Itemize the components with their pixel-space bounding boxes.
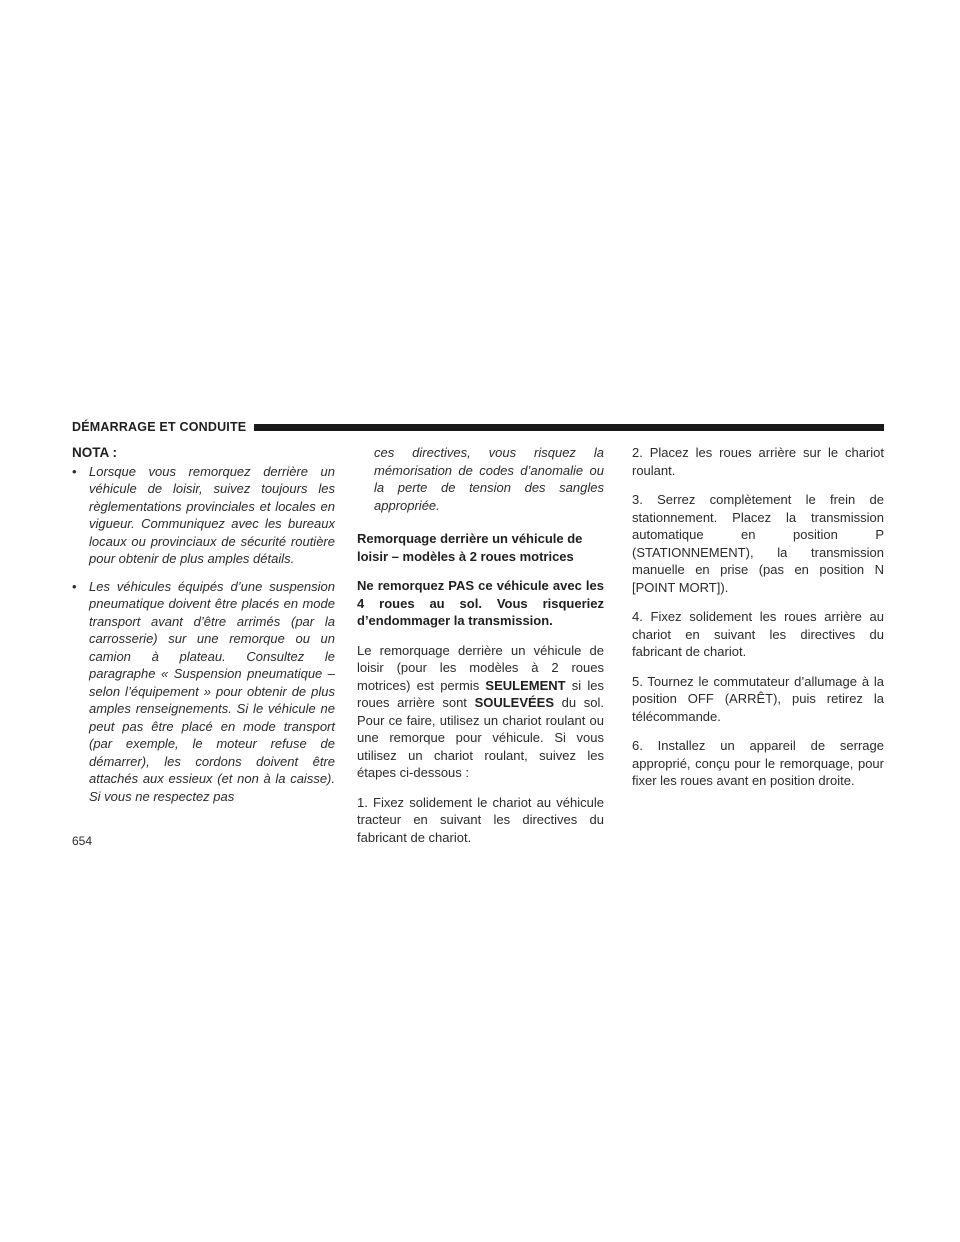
page-number: 654 bbox=[72, 834, 93, 848]
nota-continuation: ces directives, vous risquez la mémorisation de codes d’anomalie ou la perte de tension des sangles appropriée. bbox=[374, 445, 604, 513]
body-paragraph bbox=[357, 642, 604, 782]
text-run: du sol. Pour ce faire, utilisez un chariot roulant ou une remorque pour véhicule. Si vous utilisez un chariot roulant, suivez les étapes ci-dessous : bbox=[357, 695, 604, 780]
step-6: 6. Installez un appareil de serrage approprié, conçu pour le remorquage, pour fixer les roues avant en position droite. bbox=[632, 738, 884, 788]
step-3: 3. Serrez complètement le frein de stationnement. Placez la transmission automatique en position P (STATIONNEMENT), la transmission manuelle en prise (pas en position N [POINT MORT]). bbox=[632, 492, 884, 595]
section-header bbox=[72, 420, 884, 434]
nota-bullet-text: Lorsque vous remorquez derrière un véhicule de loisir, suivez toujours les règlementations provinciales et locales en vigueur. Communiquez avec les bureaux locaux ou provinciaux de sécurité routière pour obtenir de plus amples détails. bbox=[89, 463, 335, 566]
nota-title: NOTA : bbox=[72, 445, 117, 460]
emphasis-seulement: SEULEMENT bbox=[485, 677, 566, 693]
column-right bbox=[632, 444, 884, 802]
step-4: 4. Fixez solidement les roues arrière au chariot en suivant les directives du fabricant de chariot. bbox=[632, 609, 884, 659]
list-item bbox=[72, 463, 335, 568]
header-rule bbox=[254, 424, 884, 431]
text-run: Le remorquage derrière un véhicule de loisir (pour les modèles à 2 roues motrices) est permis bbox=[357, 642, 604, 693]
bullet-icon: • bbox=[72, 463, 77, 479]
subsection-heading: Remorquage derrière un véhicule de loisir – modèles à 2 roues motrices bbox=[357, 531, 583, 564]
bullet-icon: • bbox=[72, 578, 77, 594]
emphasis-soulevees: SOULEVÉES bbox=[474, 695, 555, 710]
column-middle bbox=[357, 444, 604, 858]
step-1: 1. Fixez solidement le chariot au véhicule tracteur en suivant les directives du fabricant de chariot. bbox=[357, 794, 604, 845]
section-title: DÉMARRAGE ET CONDUITE bbox=[72, 420, 247, 434]
step-2: 2. Placez les roues arrière sur le chariot roulant. bbox=[632, 445, 884, 478]
column-left bbox=[72, 444, 335, 815]
list-item bbox=[72, 578, 335, 806]
text-run: si les roues arrière sont bbox=[357, 677, 604, 710]
step-5: 5. Tournez le commutateur d’allumage à la position OFF (ARRÊT), puis retirez la télécommande. bbox=[632, 673, 884, 724]
warning-text: Ne remorquez PAS ce véhicule avec les 4 roues au sol. Vous risqueriez d’endommager la transmission. bbox=[357, 578, 604, 628]
nota-bullet-text: Les véhicules équipés d’une suspension pneumatique doivent être placés en mode transport avant d’être arrimés (par la carrosserie) sur une remorque ou un camion à plateau. Consultez le paragraphe « Suspension pneumatique – selon l’équipement » pour obtenir de plus amples renseignements. Si le véhicule ne peut pas être placé en mode transport (par exemple, le moteur refuse de démarrer), les cordons doivent être attachés aux essieux (et non à la caisse). Si vous ne respectez pas bbox=[89, 578, 335, 804]
